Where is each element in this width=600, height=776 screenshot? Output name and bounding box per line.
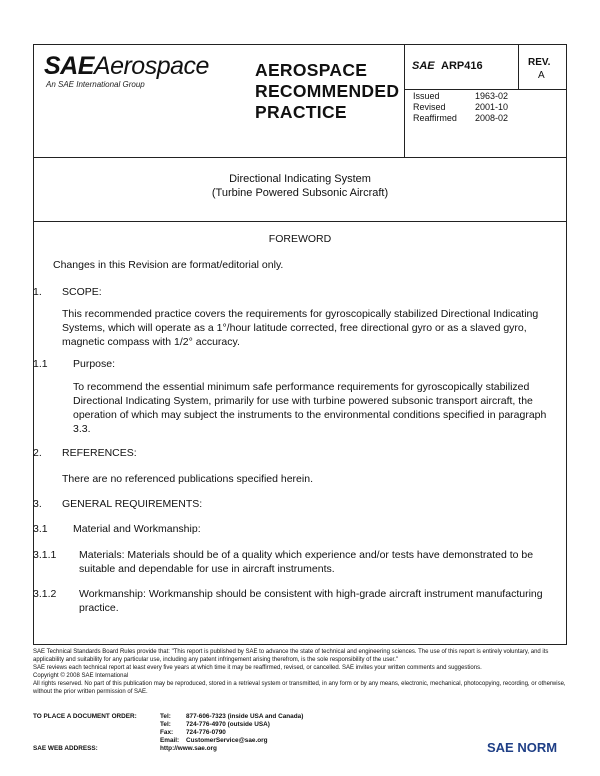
web-address[interactable]: http://www.sae.org [160,745,217,752]
section-2-text: There are no referenced publications specified herein. [62,473,313,485]
fax-number: 724-776-0790 [186,729,226,736]
footer-review-text: SAE reviews each technical report at least every five years at which time it may be reaffirmed, revised, or cancelled. SAE invites your written comments and suggestions. [33,665,482,671]
date-value: 1963-02 [475,91,509,101]
footer-notice [33,648,573,696]
section-1-1-number: 1.1 [33,358,48,370]
web-label: SAE WEB ADDRESS: [33,745,98,752]
document-number: ARP416 [441,60,483,72]
revision-label: REV. [528,57,551,68]
fax-label: Fax: [160,729,174,736]
logo-aerospace-text: Aerospace [93,52,209,80]
foreword-heading: FOREWORD [268,233,332,245]
section-1-1-text: To recommend the essential minimum safe performance requirements for gyroscopically stabilized Directional Indicating System, primarily for use with turbine powered subsonic transport aircraft, the operation of which may subject the instruments to the environmental conditions specified in paragraph 3.3. [73,381,547,435]
section-3-1-2-number: 3.1.2 [33,588,57,600]
section-3-title: GENERAL REQUIREMENTS: [62,498,203,510]
email-label: Email: [160,737,180,744]
title-line-2: RECOMMENDED [255,81,400,101]
document-title [33,172,567,200]
title-line-3: PRACTICE [255,102,347,122]
doc-sae-mark: SAE [412,60,435,72]
section-3-1-title: Material and Workmanship: [73,523,201,535]
section-3-1-1-number: 3.1.1 [33,549,57,561]
watermark-text: SAE NORM [487,740,558,755]
section-2-title: REFERENCES: [62,447,137,459]
section-1-number: 1. [33,286,42,298]
section-3-1-1-text: Materials: Materials should be of a quality which experience and/or tests have demonstrated to be suitable and dependable for use in aircraft instruments. [79,549,534,575]
section-3-1-number: 3.1 [33,523,48,535]
footer-rules-text: SAE Technical Standards Board Rules provide that: "This report is published by SAE to advance the state of technical and engineering sciences. The use of this report is entirely voluntary, and its applicability and suitability for any particular use, including any patent infringement arising therefrom, is the sole responsibility of the user." [33,649,549,663]
document-title-line-1: Directional Indicating System [229,173,371,185]
date-value: 2008-02 [475,113,509,123]
document-type-title [255,60,399,123]
sae-aerospace-logo [44,52,209,81]
email-address[interactable]: CustomerService@sae.org [186,737,268,744]
date-label: Revised [413,102,446,112]
order-label: TO PLACE A DOCUMENT ORDER: [33,713,137,720]
number-divider [404,89,567,90]
tel-label-2: Tel: [160,721,171,728]
date-label: Issued [413,91,440,101]
document-title-line-2: (Turbine Powered Subsonic Aircraft) [211,187,389,199]
section-1-text: This recommended practice covers the requirements for gyroscopically stabilized Directional Indicating Systems, which will operate as a 1°/hour latitude corrected, free directional gyro or as a slaved gyro, magnetic compass with 1/2° accuracy. [62,308,539,348]
foreword-text: Changes in this Revision are format/editorial only. [53,259,284,271]
date-value: 2001-10 [475,102,509,112]
revision-value: A [538,70,545,81]
logo-subtitle: An SAE International Group [46,80,145,89]
sae-norm-watermark [484,739,557,757]
title-line-1: AEROSPACE [255,60,368,80]
section-1-1-title: Purpose: [73,358,116,370]
section-2-number: 2. [33,447,42,459]
tel-inside: 877-606-7323 (inside USA and Canada) [186,713,304,720]
footer-copyright: Copyright © 2008 SAE International [33,673,129,679]
footer-rights-text: All rights reserved. No part of this publication may be reproduced, stored in a retrieval system or transmitted, in any form or by any means, electronic, mechanical, photocopying, recording, or otherwise, without the prior written permission of SAE. [33,681,566,695]
logo-sae-text: SAE [44,52,94,80]
date-label: Reaffirmed [413,113,457,123]
date-issued [413,91,521,101]
section-3-number: 3. [33,498,42,510]
section-1-title: SCOPE: [62,286,102,298]
header-divider [404,44,405,158]
date-reaffirmed [413,113,521,123]
date-revised [413,102,521,112]
tel-outside: 724-776-4970 (outside USA) [186,721,270,728]
rev-divider [518,44,519,90]
section-3-1-2-text: Workmanship: Workmanship should be consistent with high-grade aircraft instrument manufacturing practice. [79,588,543,614]
tel-label: Tel: [160,713,171,720]
